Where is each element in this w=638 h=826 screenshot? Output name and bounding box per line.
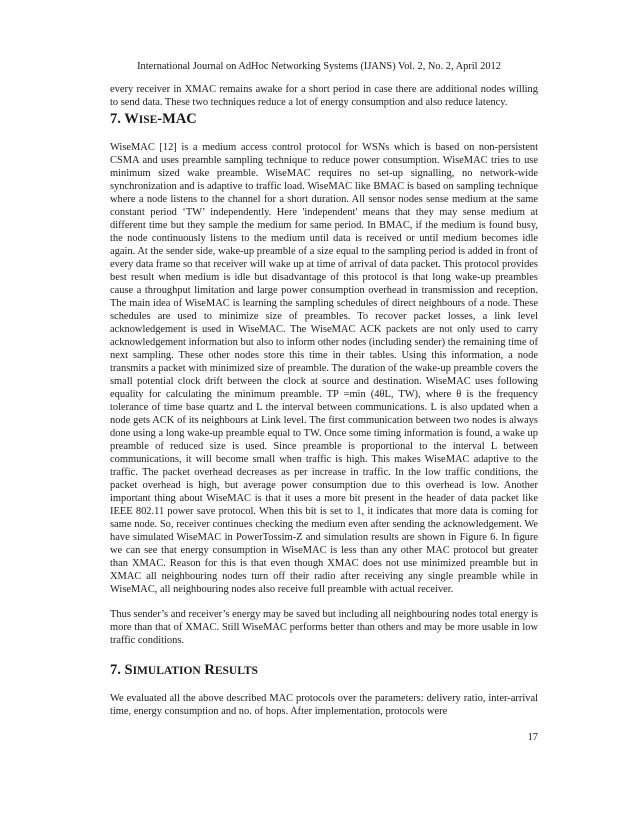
heading-small-caps: ESULTS (214, 665, 258, 677)
page-body (110, 83, 538, 718)
section-number: 7. (110, 662, 125, 678)
spacer (110, 647, 538, 660)
spacer (110, 680, 538, 692)
page-number: 17 (527, 732, 538, 743)
heading-initial: MAC (162, 111, 197, 127)
heading-initial: S (124, 662, 133, 678)
running-header: International Journal on AdHoc Networking Systems (IJANS) Vol. 2, No. 2, April 2012 (137, 61, 501, 72)
spacer (110, 596, 538, 608)
wisemac-paragraph-1: WiseMAC [12] is a medium access control protocol for WSNs which is based on non-persistent CSMA and uses preamble sampling technique to reduce power consumption. WiseMAC tries to use minimum sized wake preamble. WiseMAC requires no set-up signalling, no network-wide synchronization and is adaptive to traffic load. WiseMAC like BMAC is based on sampling technique where a node listens to the channel for a short duration. All sensor nodes sense medium at the same constant period ‘TW’ independently. Here 'independent' means that they may sense medium at different time but they sample the medium for same period. In BMAC, if the medium is found busy, the node continuously listens to the medium until data is received or until medium becomes idle again. At the sender side, wake-up preamble of a size equal to the sampling period is added in front of every data frame so that receiver will wake up at time of arrival of data packet. This protocol provides best result when medium is idle but disadvantage of this protocol is that long wake-up preambles cause a throughput limitation and large power consumption overhead in transmission and reception. The main idea of WiseMAC is learning the sampling schedules of direct neighbours of a node. These schedules are used to minimize size of preambles. To recover packet losses, a link level acknowledgement is used in WiseMAC. The WiseMAC ACK packets are not only used to carry acknowledgement information but also to inform other nodes (including sender) the remaining time of next sampling. These other nodes store this time in their tables. Using this information, a node transmits a packet with minimized size of preamble. The duration of the wake-up preamble covers the small potential clock drift between the clock at source and destination. WiseMAC uses following equality for calculating the minimum preamble. TP =min (4θL, TW), where θ is the frequency tolerance of time base quartz and L the interval between communications. L is also updated when a node gets ACK of its neighbours at Link level. The first communication between two nodes is always done using a long wake-up preamble equal to TW. Once some timing information is found, a wake up preamble of reduced size is used. Since preamble is proportional to the interval L between communications, it will become small when traffic is high. This makes WiseMAC adaptive to the traffic. The packet overhead decreases as per increase in traffic. In the low traffic conditions, the packet overhead is high, but average power consumption due to this overhead is low. Another important thing about WiseMAC is that it uses a more bit present in the header of data packet like IEEE 802.11 power save protocol. When this bit is set to 1, it indicates that more data is coming for same node. So, receiver continues checking the medium even after sending the acknowledgement. We have simulated WiseMAC in PowerTossim-Z and simulation results are shown in Figure 6. In figure we can see that energy consumption in WiseMAC is less than any other MAC protocol but greater than XMAC. Reason for this is that even though XMAC does not use minimized preamble but in XMAC all neighbouring nodes turn off their radio after receiving any single preamble while in WiseMAC, all neighbouring nodes also receive full preamble with actual receiver. (110, 142, 538, 595)
spacer (110, 129, 538, 141)
section-number: 7. (110, 111, 125, 127)
heading-initial: W (124, 111, 139, 127)
heading-initial: R (204, 662, 215, 678)
intro-paragraph: every receiver in XMAC remains awake for a short period in case there are additional nodes willing to send data. These two techniques reduce a lot of energy consumption and also reduce latency. (110, 84, 538, 108)
heading-small-caps: IMULATION (132, 665, 201, 677)
simulation-paragraph-1: We evaluated all the above described MAC protocols over the parameters: delivery ratio, inter-arrival time, energy consumption and no. of hops. After implementation, protocols were (110, 693, 538, 717)
wisemac-paragraph-2: Thus sender’s and receiver’s energy may be saved but including all neighbouring nodes total energy is more than that of XMAC. Still WiseMAC performs better than others and may be more usable in low traffic conditions. (110, 609, 538, 646)
heading-separator: - (157, 111, 163, 127)
section-heading-simulation-results (110, 661, 538, 680)
heading-small-caps: ISE (138, 114, 158, 126)
section-heading-wisemac (110, 110, 538, 129)
